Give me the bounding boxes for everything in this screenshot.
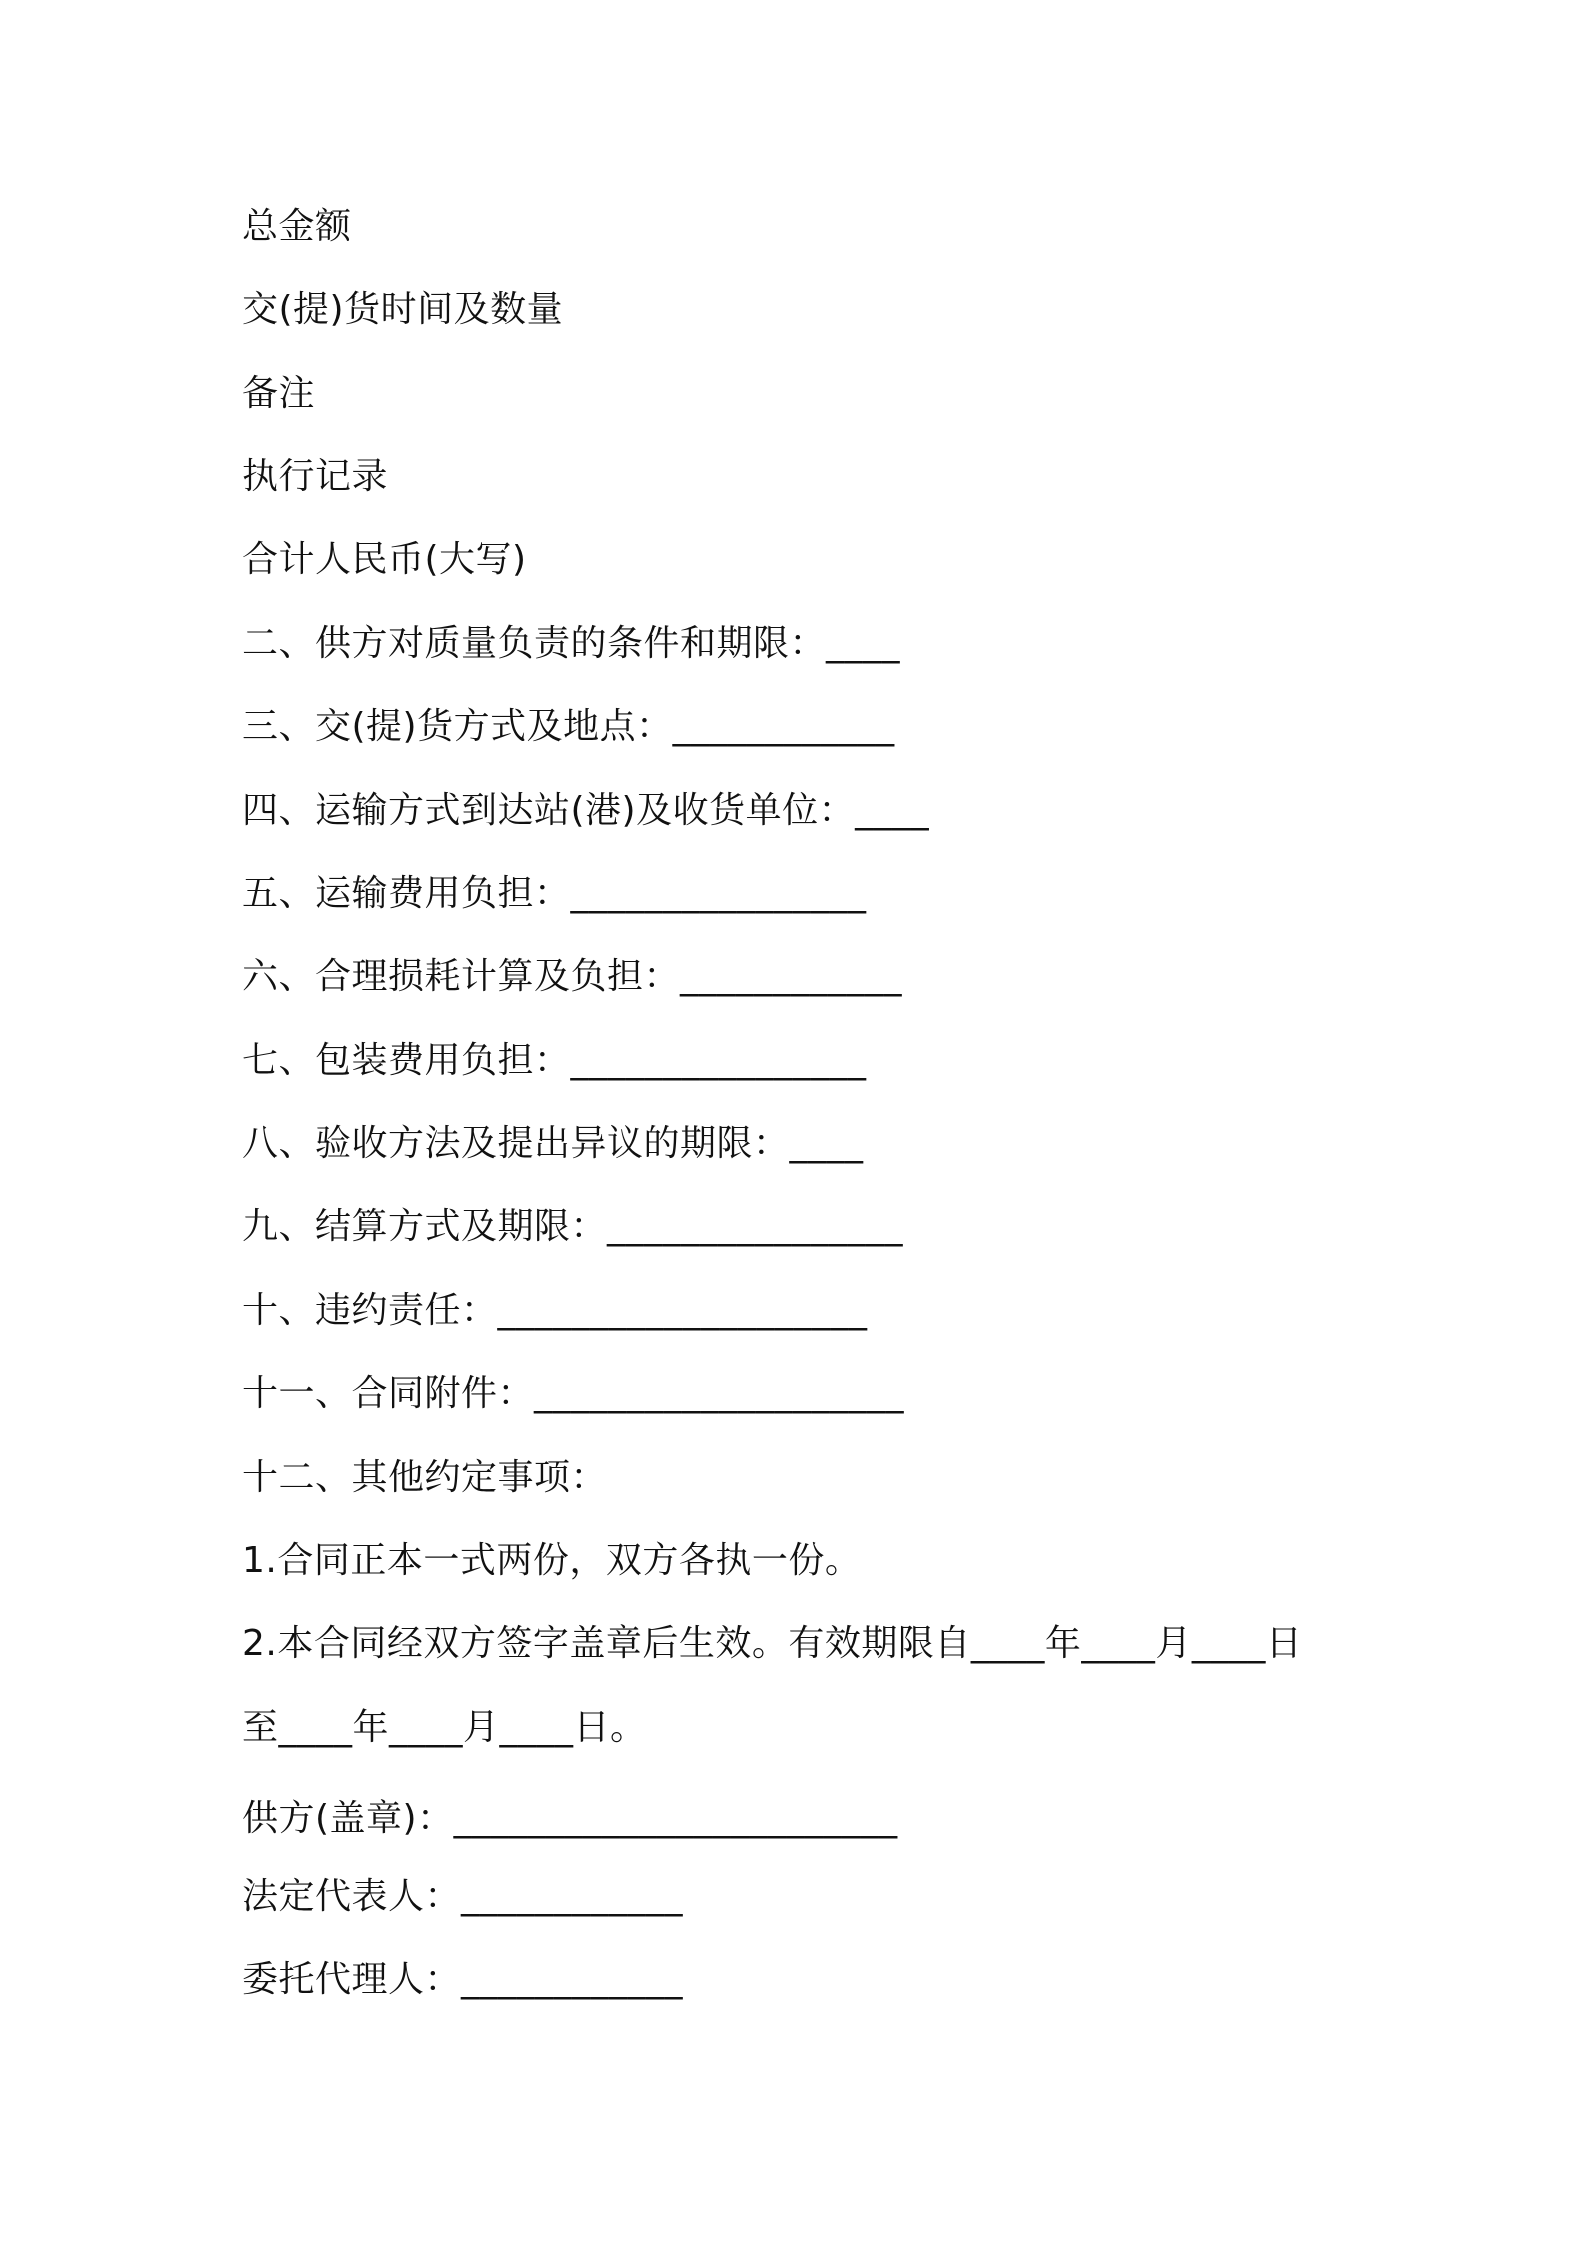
item-total-rmb-uppercase: 合计人民币(大写) (242, 539, 527, 580)
clause-7-packaging-cost: 七、包装费用负担：________________ (242, 1040, 867, 1081)
item-execution-record: 执行记录 (242, 456, 389, 497)
signature-authorized-agent: 委托代理人：____________ (242, 1959, 684, 2000)
clause-4-transport-method: 四、运输方式到达站(港)及收货单位：____ (242, 790, 930, 831)
clause-8-acceptance-method: 八、验收方法及提出异议的期限：____ (242, 1123, 864, 1164)
clause-12-other-terms: 十二、其他约定事项： (242, 1457, 608, 1498)
term-1-copies: 1.合同正本一式两份，双方各执一份。 (242, 1540, 862, 1581)
clause-3-delivery-method: 三、交(提)货方式及地点：____________ (242, 706, 895, 747)
term-2-validity-end: 至____年____月____日。 (242, 1707, 647, 1748)
item-delivery-time-quantity: 交(提)货时间及数量 (242, 289, 564, 330)
item-remarks: 备注 (242, 373, 316, 414)
clause-10-breach-liability: 十、违约责任：____________________ (242, 1290, 868, 1331)
signature-supplier-seal: 供方(盖章)：________________________ (242, 1798, 898, 1839)
clause-9-settlement-method: 九、结算方式及期限：________________ (242, 1206, 904, 1247)
clause-2-quality-terms: 二、供方对质量负责的条件和期限：____ (242, 623, 901, 664)
clause-5-transport-cost: 五、运输费用负担：________________ (242, 873, 867, 914)
clause-6-loss-calculation: 六、合理损耗计算及负担：____________ (242, 956, 903, 997)
item-total-amount: 总金额 (242, 206, 352, 247)
term-2-validity: 2.本合同经双方签字盖章后生效。有效期限自____年____月____日 (242, 1623, 1303, 1664)
signature-legal-representative: 法定代表人：____________ (242, 1876, 684, 1917)
clause-11-attachments: 十一、合同附件：____________________ (242, 1373, 905, 1414)
